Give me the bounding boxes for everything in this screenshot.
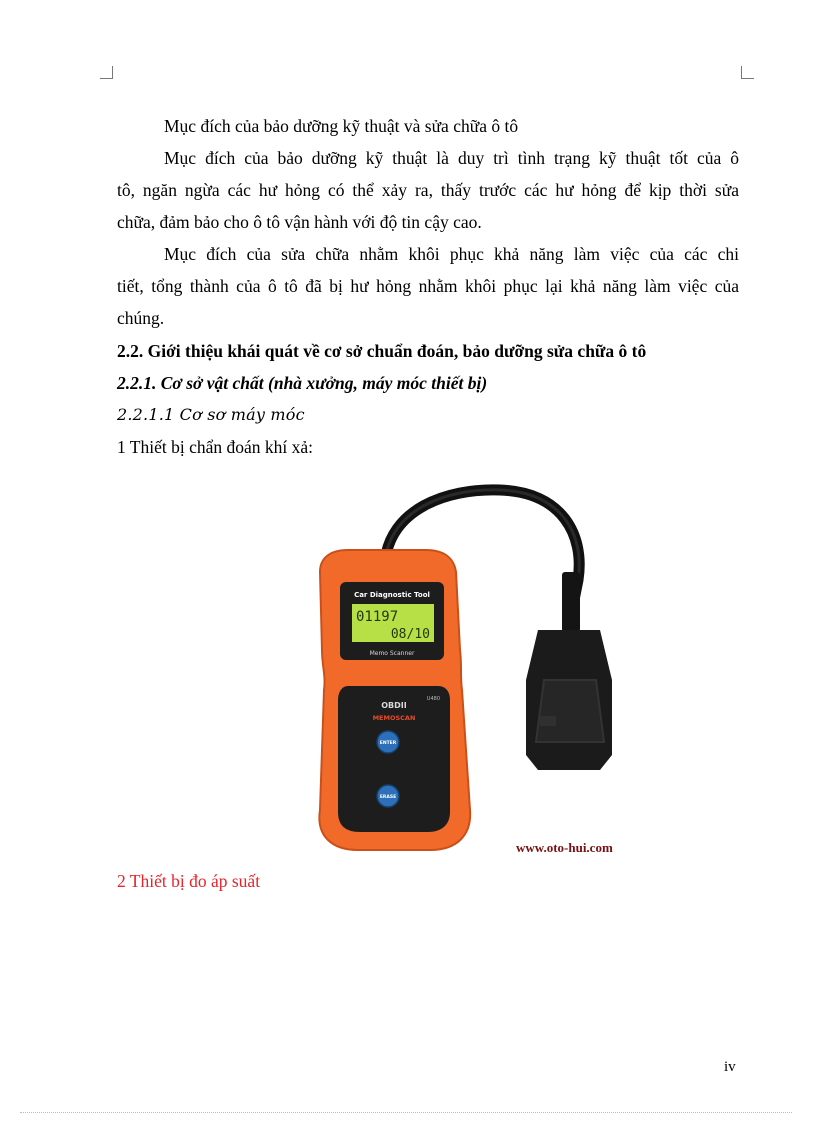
model-code: U480 [426,696,440,702]
paragraph-1-line-3: chữa, đảm bảo cho ô tô vận hành với độ tin cậy cao. [117,212,482,232]
paragraph-2-line-3: chúng. [117,308,165,328]
paragraph-1-line-2: tô, ngăn ngừa các hư hỏng có thể xảy ra, thấy trước các hư hỏng để kịp thời sửa [117,180,739,200]
diagnostic-tool-photo [300,480,640,866]
purpose-heading: Mục đích của bảo dưỡng kỹ thuật và sửa chữa ô tô [164,116,519,136]
screen-title: Car Diagnostic Tool [354,591,430,599]
section-heading-2-2-1-1: 2.2.1.1 Cơ sơ máy móc [117,405,305,424]
model-label: MEMOSCAN [372,714,416,722]
enter-button-label: ENTER [379,741,397,746]
erase-button-label: ERASE [379,795,397,800]
screen-line-1: 01197 [356,609,399,625]
page-number: iv [724,1059,736,1075]
paragraph-1-line-1: Mục đích của bảo dưỡng kỹ thuật là duy trì tình trạng kỹ thuật tốt của ô [164,148,739,168]
watermark: www.oto-hui.com [516,840,613,855]
paragraph-2-line-2: tiết, tổng thành của ô tô đã bị hư hỏng nhằm khôi phục lại khả năng làm việc của [117,276,739,296]
section-heading-2-2-1: 2.2.1. Cơ sở vật chất (nhà xưởng, máy móc thiết bị) [117,373,488,393]
item-2-label: 2 Thiết bị đo áp suất [117,871,261,891]
item-1-label: 1 Thiết bị chẩn đoán khí xả: [117,437,314,457]
footer-rule [20,1112,792,1113]
obd-connector [526,572,612,770]
paragraph-2-line-1: Mục đích của sửa chữa nhằm khôi phục khả năng làm việc của các chi [164,244,739,264]
screen-footer: Memo Scanner [369,650,415,657]
crop-mark-top-right [741,66,754,79]
section-heading-2-2: 2.2. Giới thiệu khái quát về cơ sở chuẩn đoán, bảo dưỡng sửa chữa ô tô [117,341,647,361]
screen-line-2: 08/10 [390,627,430,642]
brand-label: OBDII [381,701,407,710]
crop-mark-top-left [100,66,113,79]
